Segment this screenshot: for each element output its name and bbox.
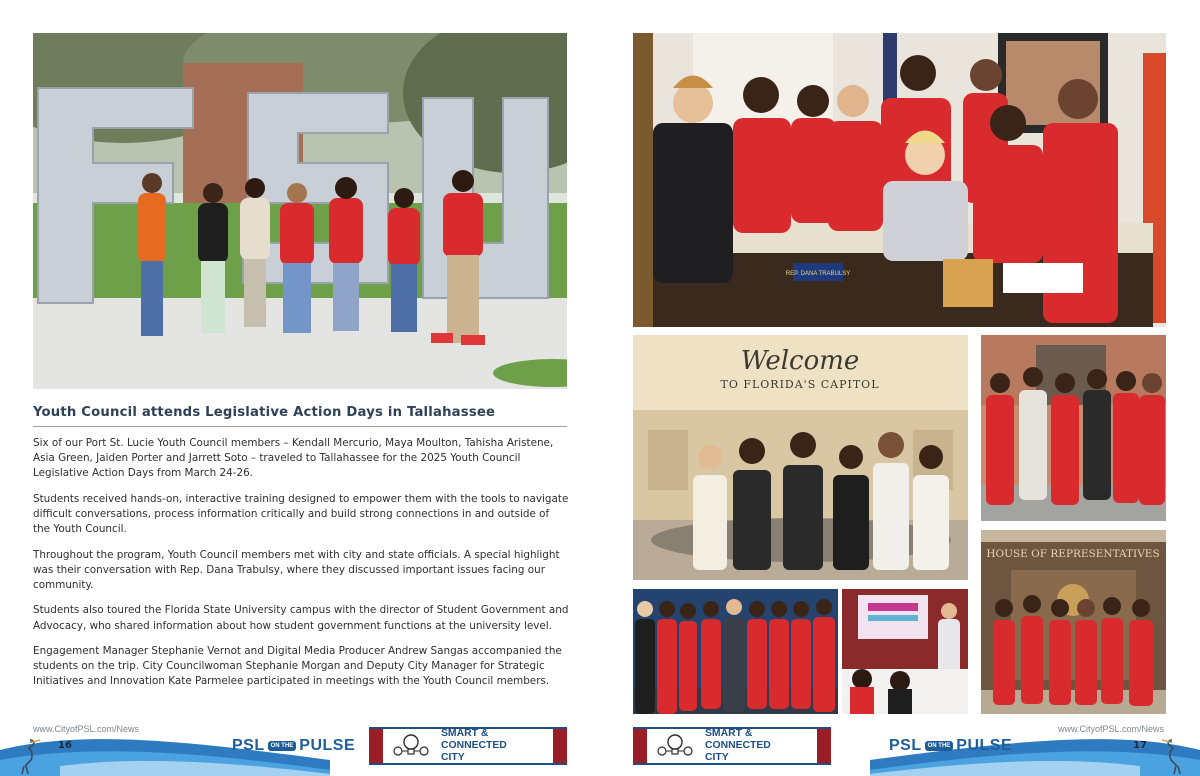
website-url[interactable]: www.CityofPSL.com/News	[33, 724, 140, 734]
logo-psl-text: PSL	[232, 737, 265, 754]
badge-red-bar	[817, 729, 831, 763]
meeting-group-photo	[633, 589, 838, 714]
stairs-group-photo	[981, 335, 1166, 521]
page-number: 17	[1133, 740, 1147, 751]
article-paragraph: Six of our Port St. Lucie Youth Council members – Kendall Mercurio, Maya Moulton, Tahisha Aristene, Asia Green, Jaiden Porter and Jarrett Soto – traveled to Tallahassee for the 2025 Youth Council Legislative Action Days from March 24-26.	[33, 437, 554, 480]
nameplate-text: REP. DANA TRABULSY	[785, 271, 851, 277]
badge-label: SMART & CONNECTED CITY	[705, 728, 771, 763]
article-paragraph: Students also toured the Florida State University campus with the director of Student Government and Advocacy, who shared information about how student government functions at the university level.	[33, 604, 569, 632]
website-url[interactable]: www.CityofPSL.com/News	[1058, 724, 1165, 734]
article-paragraph: Students received hands-on, interactive training designed to empower them with the tools to navigate difficult conversations, process information critically and build strong connections in and outside of the Youth Council.	[33, 492, 569, 536]
heron-icon	[1158, 736, 1188, 774]
logo-pulse-text: PULSE	[956, 737, 1013, 754]
article-title: Youth Council attends Legislative Action Days in Tallahassee	[33, 405, 567, 427]
smart-connected-city-badge	[633, 727, 831, 765]
smart-city-icon	[655, 731, 695, 761]
badge-red-bar	[553, 729, 567, 763]
capitol-welcome-photo	[633, 335, 968, 580]
badge-label: SMART & CONNECTED CITY	[441, 728, 507, 763]
capitol-sign-script: Welcome	[740, 346, 860, 376]
badge-red-bar	[369, 729, 383, 763]
page-number: 16	[58, 740, 72, 751]
rep-office-photo	[633, 33, 1166, 327]
article-paragraph: Engagement Manager Stephanie Vernot and Digital Media Producer Andrew Sangas accompanied the students on the trip. City Councilwoman Stephanie Morgan and Deputy City Manager for Strategic Initiatives and Innovation Kate Parmelee participated in meetings with the Youth Council members.	[33, 644, 562, 688]
capitol-sign-caps: TO FLORIDA'S CAPITOL	[720, 378, 880, 391]
smart-city-icon	[391, 731, 431, 761]
heron-icon	[14, 736, 44, 774]
house-of-representatives-photo	[981, 530, 1166, 714]
smart-connected-city-badge	[369, 727, 567, 765]
house-sign-text: HOUSE OF REPRESENTATIVES	[986, 548, 1160, 560]
presentation-photo	[842, 589, 968, 714]
psl-pulse-logo	[232, 737, 355, 755]
logo-on-the-text: ON THE	[925, 741, 954, 751]
logo-psl-text: PSL	[889, 737, 922, 754]
article-body	[33, 436, 569, 700]
fsu-group-photo	[33, 33, 567, 389]
logo-on-the-text: ON THE	[268, 741, 297, 751]
article-paragraph: Throughout the program, Youth Council members met with city and state officials. A special highlight was their conversation with Rep. Dana Trabulsy, where they discussed important issues facing our community.	[33, 548, 560, 591]
badge-red-bar	[633, 729, 647, 763]
psl-pulse-logo	[889, 737, 1012, 755]
logo-pulse-text: PULSE	[299, 737, 356, 754]
